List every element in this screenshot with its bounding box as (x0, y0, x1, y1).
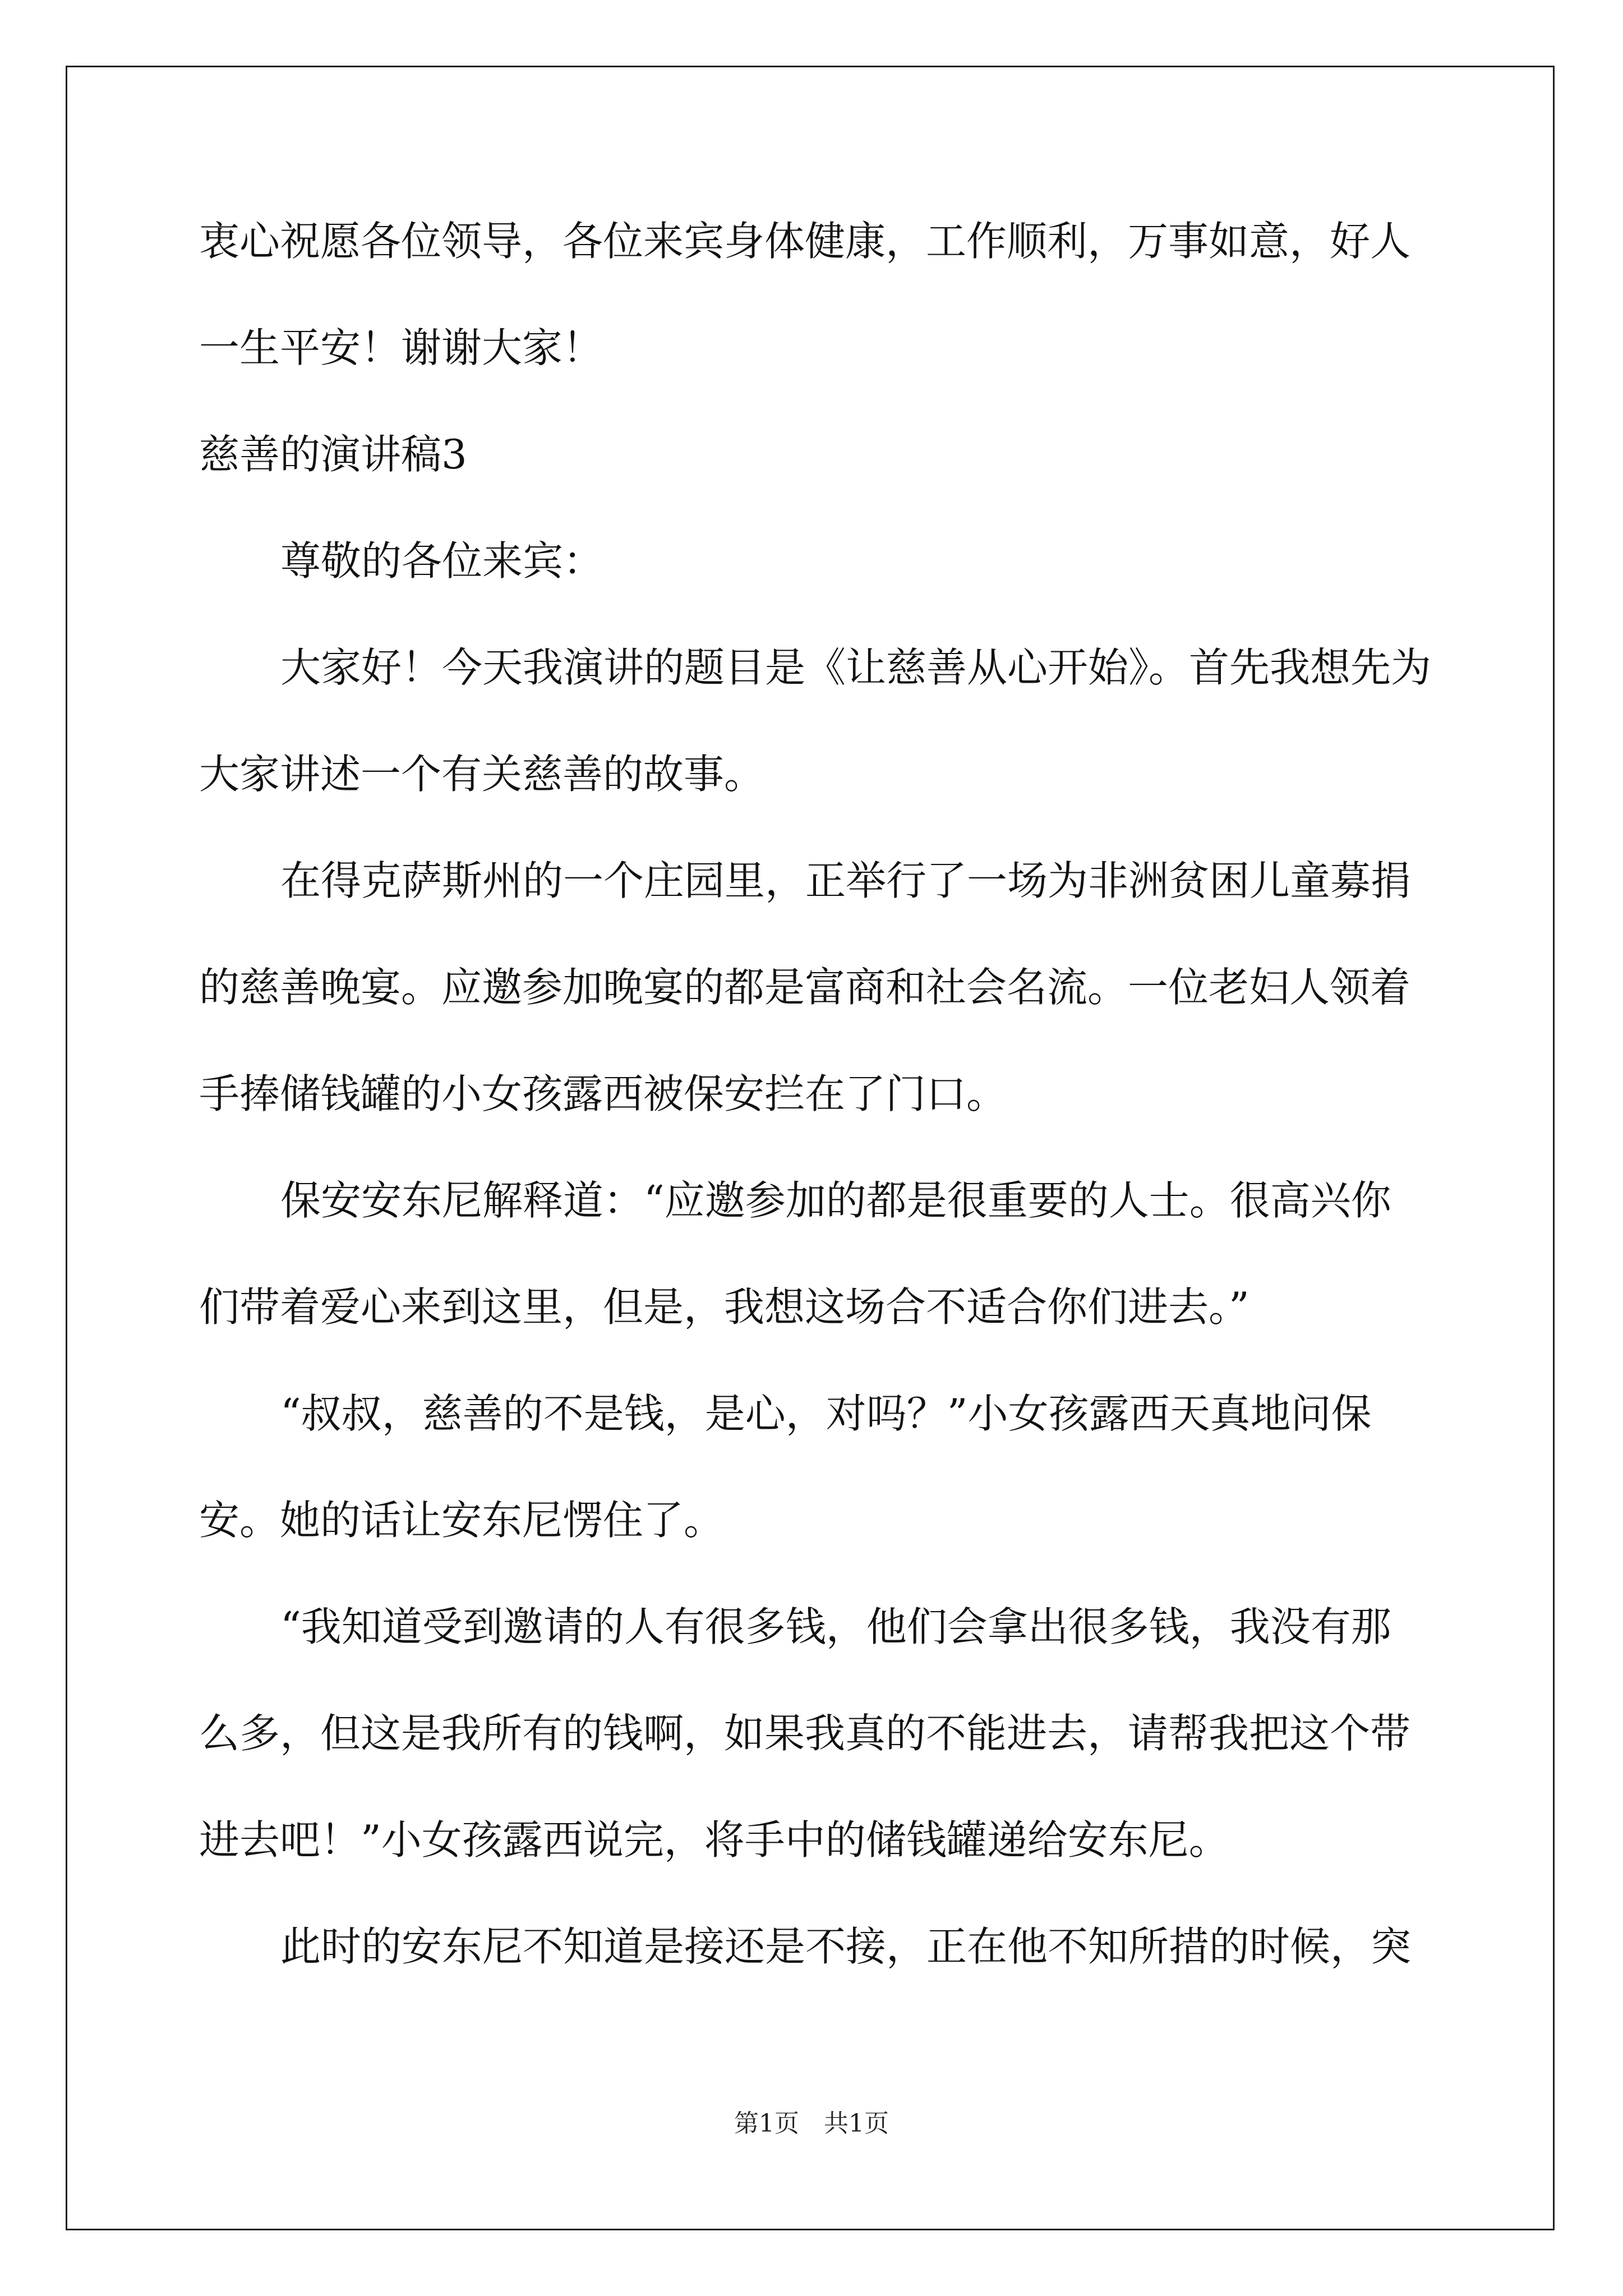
body-line-11: 们带着爱心来到这里，但是，我想这场合不适合你们进去。” (199, 1283, 1249, 1331)
body-line-13: 安。她的话让安东尼愣住了。 (199, 1497, 725, 1544)
body-line-10: 保安安东尼解释道：“应邀参加的都是很重要的人士。很高兴你 (280, 1177, 1391, 1224)
body-line-9: 手捧储钱罐的小女孩露西被保安拦在了门口。 (199, 1070, 1007, 1117)
body-line-16: 进去吧！”小女孩露西说完，将手中的储钱罐递给安东尼。 (199, 1816, 1229, 1864)
body-line-5: 大家好！今天我演讲的题目是《让慈善从心开始》。首先我想先为 (280, 644, 1432, 691)
body-line-2: 一生平安！谢谢大家！ (199, 324, 603, 371)
page-number-footer: 第1页 共1页 (734, 2109, 889, 2138)
salutation: 尊敬的各位来宾： (280, 537, 604, 585)
body-line-1: 衷心祝愿各位领导，各位来宾身体健康，工作顺利，万事如意，好人 (199, 218, 1411, 265)
section-heading: 慈善的演讲稿3 (199, 431, 467, 478)
body-line-14: “我知道受到邀请的人有很多钱，他们会拿出很多钱，我没有那 (280, 1603, 1391, 1650)
body-line-17: 此时的安东尼不知道是接还是不接，正在他不知所措的时候，突 (280, 1923, 1412, 1970)
body-line-7: 在得克萨斯州的一个庄园里，正举行了一场为非洲贫困儿童募捐 (280, 857, 1412, 904)
body-line-8: 的慈善晚宴。应邀参加晚宴的都是富商和社会名流。一位老妇人领着 (199, 964, 1411, 1011)
page-border (66, 66, 1555, 2230)
body-line-12: “叔叔，慈善的不是钱，是心，对吗？”小女孩露西天真地问保 (280, 1390, 1372, 1437)
body-line-15: 么多，但这是我所有的钱啊，如果我真的不能进去，请帮我把这个带 (199, 1710, 1411, 1757)
body-line-6: 大家讲述一个有关慈善的故事。 (199, 751, 765, 798)
